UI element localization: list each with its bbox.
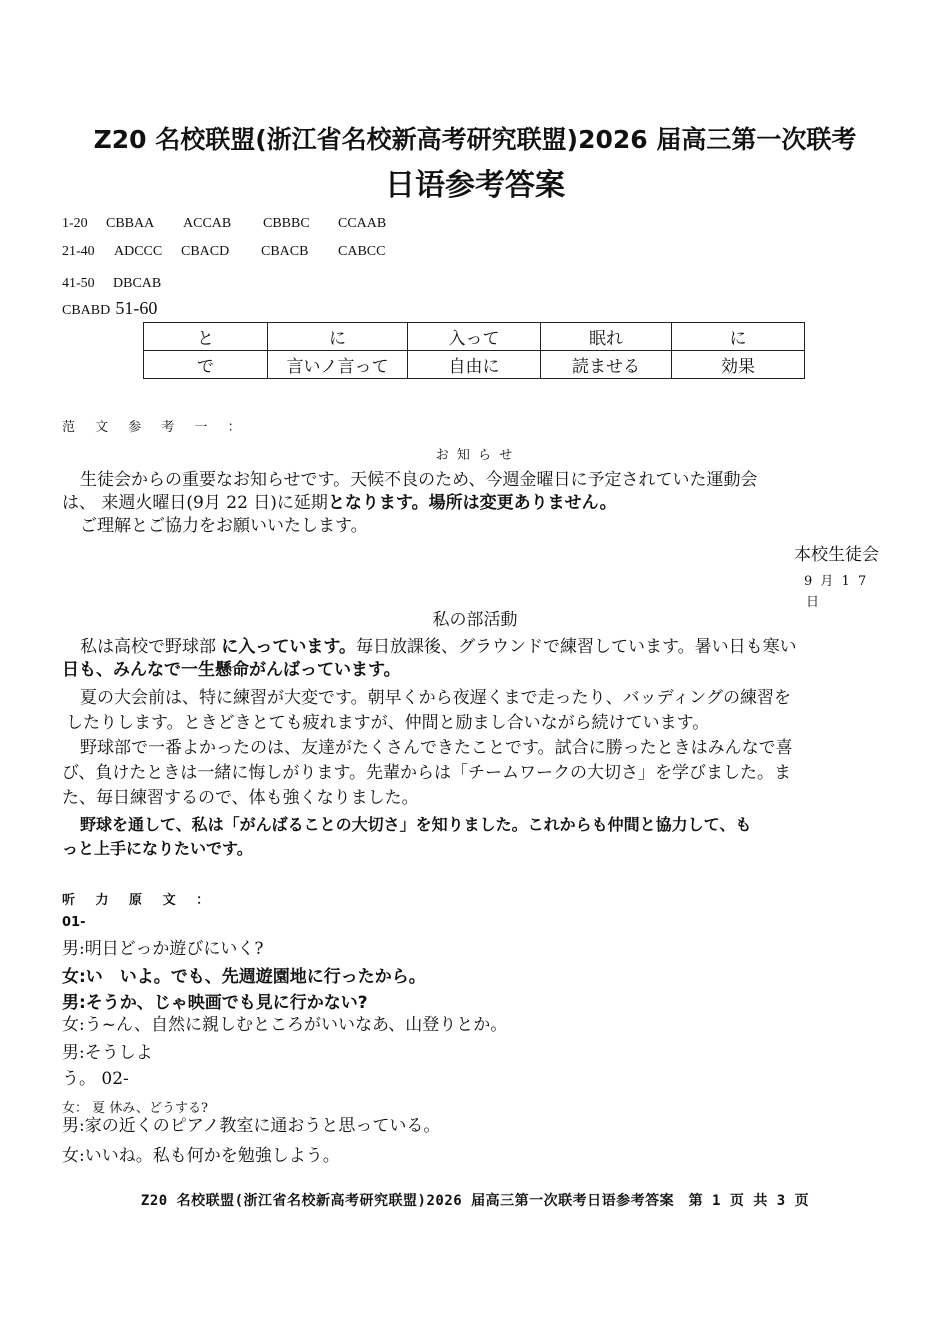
- essay2-heading: 私の部活動: [432, 610, 518, 630]
- dialogue-line: 男:そうか、じゃ映画でも見に行かない?: [62, 993, 368, 1013]
- answer-row-51-60: [62, 298, 157, 319]
- notice-line: 生徒会からの重要なお知らせです。天候不良のため、今週金曜日に予定されていた運動会: [80, 470, 758, 490]
- answer-group: CBACB: [261, 244, 309, 259]
- table-cell: 眠れ: [541, 323, 672, 351]
- essay-text-bold: に入っています。: [221, 637, 357, 657]
- table-cell: に: [672, 323, 805, 351]
- essay1-label: 范 文 参 考 一 ：: [62, 420, 249, 435]
- answer-group: ACCAB: [183, 216, 232, 231]
- notice-signature: 本校生徒会: [794, 545, 879, 565]
- essay-line: [80, 635, 797, 660]
- essay-line: び、負けたときは一緒に悔しがります。先輩からは「チームワークの大切さ」を学びました。ま: [62, 763, 791, 783]
- essay-line: 夏の大会前は、特に練習が大変です。朝早くから夜遅くまで走ったり、バッディングの練習を: [80, 688, 791, 708]
- listening-item-number: 01-: [62, 915, 86, 930]
- document-title: Z20 名校联盟(浙江省名校新高考研究联盟)2026 届高三第一次联考: [93, 125, 857, 154]
- dialogue-line: 男:明日どっか遊びにいく?: [62, 939, 264, 959]
- answer-group: DBCAB: [113, 276, 162, 291]
- notice-line: ご理解とご協力をお願いいたします。: [80, 516, 368, 536]
- dialogue-line: 女:う~ん、自然に親しむところがいいなあ、山登りとか。: [62, 1015, 508, 1035]
- answer-group: CBABD: [62, 303, 111, 318]
- essay-text: 私は高校で野球部: [80, 637, 216, 657]
- table-cell: 入って: [408, 323, 541, 351]
- essay-line: 日も、みんなで一生懸命がんばっています。: [62, 660, 401, 680]
- essay-line: た、毎日練習するので、体も強くなりました。: [62, 788, 419, 808]
- fill-in-answer-table: [143, 322, 805, 379]
- essay-text: 毎日放課後、グラウンドで練習しています。暑い日も寒い: [356, 637, 797, 657]
- table-cell: と: [144, 323, 268, 351]
- table-cell: 読ませる: [541, 351, 672, 379]
- dialogue-line: う。 02-: [62, 1069, 129, 1089]
- essay-line: 野球を通して、私は「がんばることの大切さ」を知りました。これからも仲間と協力して、も: [80, 815, 752, 834]
- dialogue-line: 男:家の近くのピアノ教室に通おうと思っている。: [62, 1116, 441, 1136]
- essay-line: したりします。ときどきとても疲れますが、仲間と励まし合いながら続けています。: [66, 713, 710, 733]
- notice-line: [62, 491, 617, 516]
- answer-range: 1-20: [62, 216, 88, 231]
- essay-line: っと上手になりたいです。: [62, 839, 253, 858]
- answer-group: CBBAA: [106, 216, 155, 231]
- dialogue-line: 女： 夏 休み、どうする?: [62, 1101, 209, 1116]
- notice-text-bold: となります。場所は変更ありません。: [327, 493, 617, 513]
- page-footer: Z20 名校联盟(浙江省名校新高考研究联盟)2026 届高三第一次联考日语参考答案 第 1 页 共 3 页: [140, 1193, 810, 1209]
- essay-line: 野球部で一番よかったのは、友達がたくさんできたことです。試合に勝ったときはみんなで喜: [80, 738, 793, 758]
- answer-group: CABCC: [338, 244, 386, 259]
- answer-row-21-40: [62, 244, 385, 260]
- notice-date: 9 月 1 7: [804, 574, 869, 589]
- answer-range: 41-50: [62, 276, 95, 291]
- table-cell: に: [268, 323, 408, 351]
- answer-row-41-50: [62, 276, 161, 292]
- answer-range: 21-40: [62, 244, 95, 259]
- answer-group: CBBBC: [263, 216, 310, 231]
- table-cell: 効果: [672, 351, 805, 379]
- table-cell: 自由に: [408, 351, 541, 379]
- answer-group: CBACD: [181, 244, 230, 259]
- listening-label: 听 力 原 文 ：: [62, 893, 218, 908]
- answer-group: CCAAB: [338, 216, 387, 231]
- document-subtitle: 日语参考答案: [385, 168, 565, 203]
- dialogue-line: 女:い いよ。でも、先週遊園地に行ったから。: [62, 967, 426, 987]
- notice-heading: お 知 ら せ: [435, 448, 515, 463]
- notice-text: は、 来週火曜日(9月 22 日)に延期: [62, 493, 328, 513]
- answer-row-1-20: [62, 216, 386, 232]
- table-cell: 言いノ言って: [268, 351, 408, 379]
- answer-range: 51-60: [115, 298, 158, 318]
- table-cell: で: [144, 351, 268, 379]
- table-row: [144, 323, 805, 351]
- dialogue-line: 女:いいね。私も何かを勉強しよう。: [62, 1146, 340, 1166]
- dialogue-line: 男:そうしよ: [62, 1043, 153, 1063]
- answer-group: ADCCC: [114, 244, 163, 259]
- table-row: [144, 351, 805, 379]
- notice-date: 日: [806, 595, 820, 610]
